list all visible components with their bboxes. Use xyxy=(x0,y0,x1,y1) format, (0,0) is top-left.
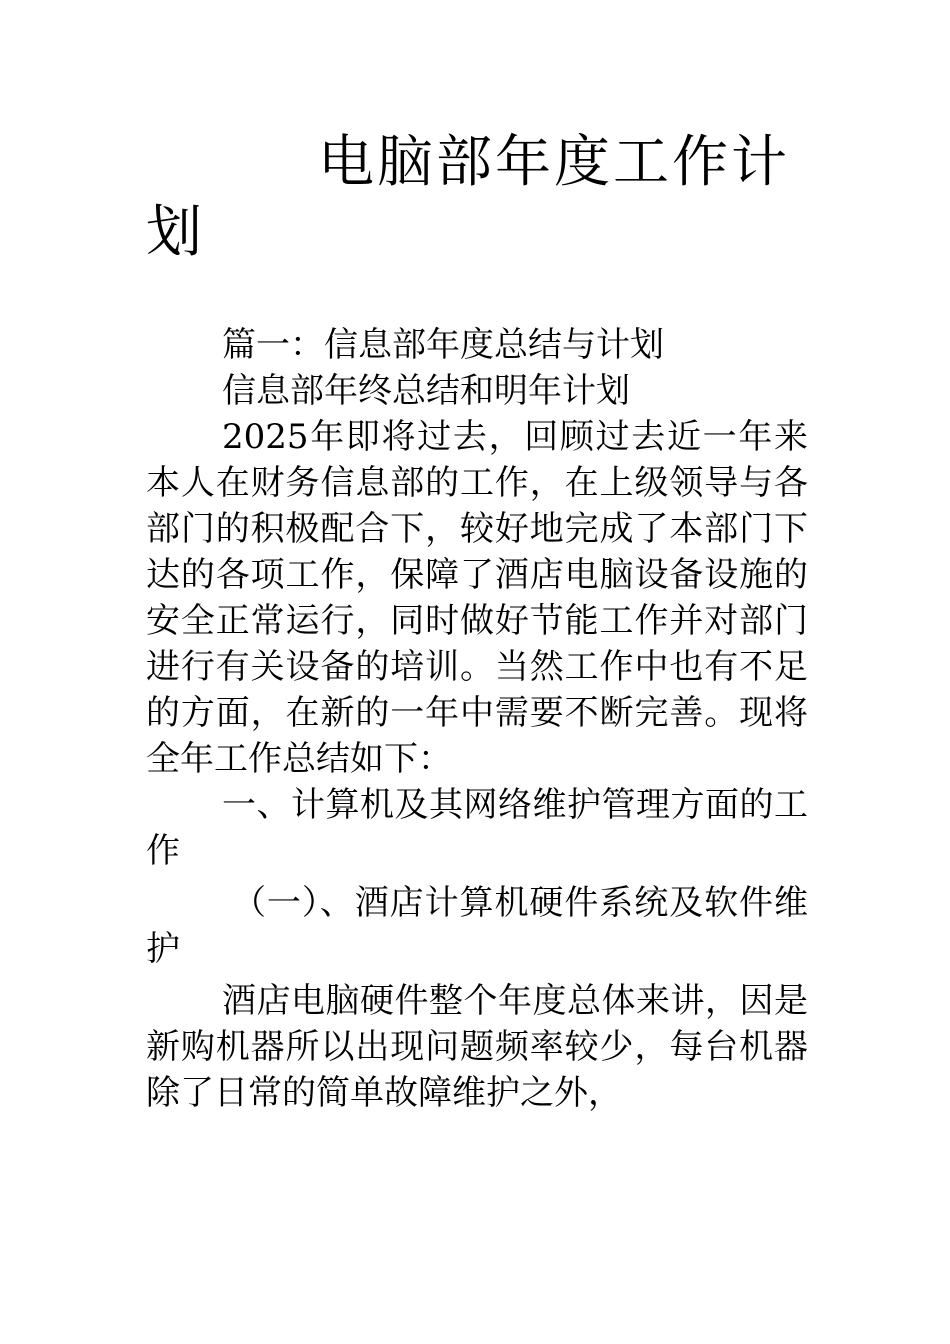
document-body xyxy=(146,128,808,1116)
document-title: 电脑部年度工作计划 xyxy=(146,130,790,265)
heading-computer-network: 一、计算机及其网络维护管理方面的工作 xyxy=(146,785,808,871)
intro-paragraph: 2025年即将过去，回顾过去近一年来本人在财务信息部的工作，在上级领导与各部门的积极配合下，较好地完成了本部门下达的各项工作，保障了酒店电脑设备设施的安全正常运行，同时做好节能工作并对部门进行有关设备的培训。当然工作中也有不足的方面，在新的一年中需要不断完善。现将全年工作总结如下： xyxy=(146,417,808,779)
section-heading: 篇一：信息部年度总结与计划 xyxy=(222,325,664,365)
hardware-paragraph: 酒店电脑硬件整个年度总体来讲，因是新购机器所以出现问题频率较少，每台机器除了日常的简单故障维护之外， xyxy=(146,981,808,1113)
subtitle: 信息部年终总结和明年计划 xyxy=(222,371,630,411)
heading-hardware-software: （一）、酒店计算机硬件系统及软件维护 xyxy=(146,883,808,969)
